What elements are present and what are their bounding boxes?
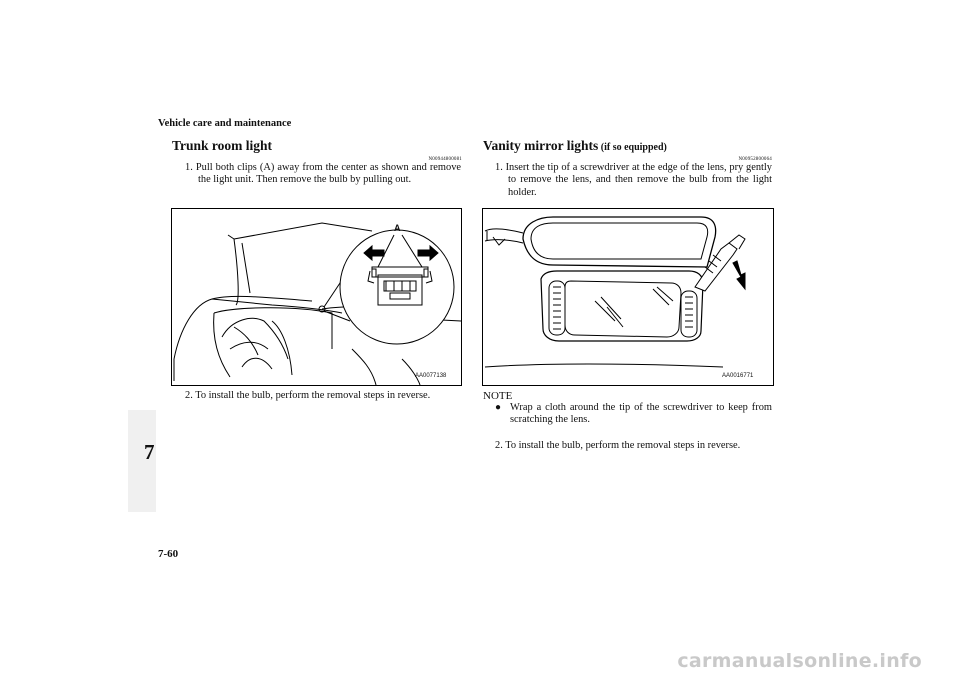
vanity-mirror-illustration — [483, 209, 773, 385]
section-code: N00944800081 — [428, 157, 462, 162]
trunk-illustration — [172, 209, 461, 385]
watermark-text: carmanualsonline.info — [677, 650, 922, 672]
vanity-mirror-figure — [482, 208, 774, 386]
note-text: Wrap a cloth around the tip of the screwdriver to keep from scratching the lens. — [510, 402, 772, 426]
title-suffix: (if so equipped) — [598, 142, 667, 153]
step-text: 1. Pull both clips (A) away from the center as shown and remove the light unit. Then remove the bulb by pulling out. — [185, 162, 461, 186]
step-text: 1. Insert the tip of a screwdriver at the edge of the lens, pry gently to remove the lens, and then remove the bulb from the light holder. — [495, 162, 772, 198]
section-code: N00952800064 — [738, 157, 772, 162]
section-title-trunk-room-light: Trunk room light — [172, 138, 273, 153]
bullet-icon: ● — [495, 402, 502, 413]
chapter-number: 7 — [144, 440, 155, 464]
callout-a-label: A — [394, 223, 401, 233]
note-label: NOTE — [483, 390, 513, 402]
page-number: 7-60 — [158, 548, 179, 560]
note-bullet-item — [495, 402, 772, 427]
section-title-vanity-mirror-lights — [483, 138, 667, 154]
title-text: Vanity mirror lights — [483, 138, 599, 153]
instruction-step-1 — [495, 162, 772, 199]
running-head: Vehicle care and maintenance — [158, 118, 292, 129]
figure-code: AA0077138 — [415, 373, 447, 379]
figure-code: AA0016771 — [722, 373, 754, 379]
note-text-wrap — [495, 402, 772, 427]
trunk-light-figure — [171, 208, 462, 386]
instruction-step-1 — [185, 162, 461, 187]
instruction-step-2: 2. To install the bulb, perform the removal steps in reverse. — [185, 390, 431, 401]
instruction-step-2: 2. To install the bulb, perform the removal steps in reverse. — [495, 440, 741, 451]
